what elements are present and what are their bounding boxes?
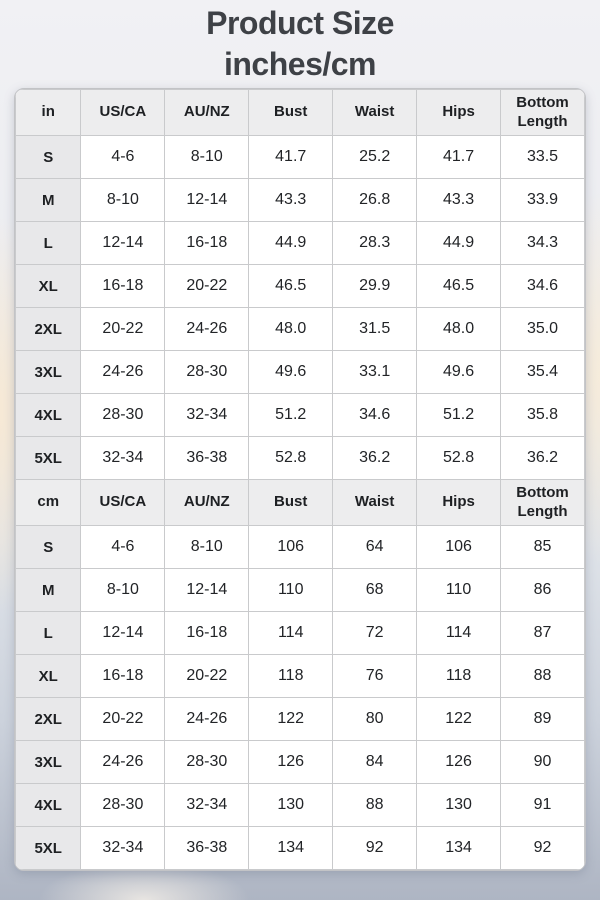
table-row <box>16 136 585 179</box>
size-label: M <box>16 569 81 612</box>
table-row <box>16 655 585 698</box>
cell-us-ca: 24-26 <box>81 351 165 394</box>
cell-au-nz: 8-10 <box>165 136 249 179</box>
cell-waist: 88 <box>333 784 417 827</box>
cell-bust: 48.0 <box>249 308 333 351</box>
cell-us-ca: 16-18 <box>81 265 165 308</box>
table-row <box>16 351 585 394</box>
table-row <box>16 827 585 870</box>
cell-au-nz: 24-26 <box>165 308 249 351</box>
cell-us-ca: 20-22 <box>81 698 165 741</box>
cell-bottom-length: 85 <box>501 526 585 569</box>
cell-waist: 34.6 <box>333 394 417 437</box>
cell-bottom-length: 36.2 <box>501 437 585 480</box>
cell-hips: 114 <box>417 612 501 655</box>
cell-bust: 49.6 <box>249 351 333 394</box>
cell-hips: 126 <box>417 741 501 784</box>
table-row <box>16 569 585 612</box>
cell-bottom-length: 92 <box>501 827 585 870</box>
table-row <box>16 179 585 222</box>
column-header-hips: Hips <box>417 90 501 136</box>
column-header-us-ca: US/CA <box>81 480 165 526</box>
cell-us-ca: 8-10 <box>81 179 165 222</box>
cell-us-ca: 8-10 <box>81 569 165 612</box>
cell-bottom-length: 34.3 <box>501 222 585 265</box>
cell-bust: 44.9 <box>249 222 333 265</box>
cell-us-ca: 12-14 <box>81 612 165 655</box>
cell-bust: 110 <box>249 569 333 612</box>
cell-hips: 44.9 <box>417 222 501 265</box>
table-row <box>16 698 585 741</box>
unit-header-row-cm <box>16 480 585 526</box>
cell-bottom-length: 87 <box>501 612 585 655</box>
cell-us-ca: 32-34 <box>81 827 165 870</box>
cell-au-nz: 36-38 <box>165 437 249 480</box>
size-label: 4XL <box>16 784 81 827</box>
cell-bottom-length: 33.5 <box>501 136 585 179</box>
cell-hips: 106 <box>417 526 501 569</box>
cell-bust: 46.5 <box>249 265 333 308</box>
cell-bust: 118 <box>249 655 333 698</box>
cell-hips: 43.3 <box>417 179 501 222</box>
cell-bottom-length: 88 <box>501 655 585 698</box>
cell-hips: 46.5 <box>417 265 501 308</box>
cell-us-ca: 24-26 <box>81 741 165 784</box>
column-header-us-ca: US/CA <box>81 90 165 136</box>
cell-au-nz: 28-30 <box>165 351 249 394</box>
cell-hips: 51.2 <box>417 394 501 437</box>
cell-hips: 52.8 <box>417 437 501 480</box>
cell-waist: 80 <box>333 698 417 741</box>
cell-hips: 130 <box>417 784 501 827</box>
cell-waist: 92 <box>333 827 417 870</box>
size-label: 3XL <box>16 741 81 784</box>
table-row <box>16 612 585 655</box>
page-title: Product Size <box>206 5 394 41</box>
column-header-bust: Bust <box>249 90 333 136</box>
size-table <box>15 89 585 870</box>
size-label: S <box>16 526 81 569</box>
cell-us-ca: 20-22 <box>81 308 165 351</box>
cell-bust: 41.7 <box>249 136 333 179</box>
table-row <box>16 784 585 827</box>
cell-us-ca: 4-6 <box>81 526 165 569</box>
cell-au-nz: 12-14 <box>165 179 249 222</box>
size-label: 2XL <box>16 698 81 741</box>
cell-au-nz: 12-14 <box>165 569 249 612</box>
table-row <box>16 526 585 569</box>
cell-bottom-length: 86 <box>501 569 585 612</box>
cell-au-nz: 16-18 <box>165 222 249 265</box>
size-label: XL <box>16 655 81 698</box>
cell-waist: 31.5 <box>333 308 417 351</box>
size-label: 5XL <box>16 437 81 480</box>
cell-bust: 106 <box>249 526 333 569</box>
title-block <box>0 3 600 84</box>
cell-hips: 41.7 <box>417 136 501 179</box>
cell-bust: 122 <box>249 698 333 741</box>
page-subtitle: inches/cm <box>223 45 376 82</box>
size-label: S <box>16 136 81 179</box>
cell-waist: 29.9 <box>333 265 417 308</box>
cell-bust: 130 <box>249 784 333 827</box>
cell-hips: 110 <box>417 569 501 612</box>
cell-au-nz: 32-34 <box>165 784 249 827</box>
cell-hips: 122 <box>417 698 501 741</box>
column-header-bottom-length: Bottom Length <box>501 90 585 136</box>
column-header-waist: Waist <box>333 480 417 526</box>
cell-waist: 25.2 <box>333 136 417 179</box>
column-header-au-nz: AU/NZ <box>165 90 249 136</box>
column-header-bust: Bust <box>249 480 333 526</box>
cell-au-nz: 24-26 <box>165 698 249 741</box>
cell-bottom-length: 90 <box>501 741 585 784</box>
table-row <box>16 222 585 265</box>
size-label: 3XL <box>16 351 81 394</box>
cell-bottom-length: 35.8 <box>501 394 585 437</box>
cell-bottom-length: 89 <box>501 698 585 741</box>
cell-us-ca: 12-14 <box>81 222 165 265</box>
cell-waist: 33.1 <box>333 351 417 394</box>
cell-au-nz: 28-30 <box>165 741 249 784</box>
size-label: XL <box>16 265 81 308</box>
unit-label-cm: cm <box>16 480 81 526</box>
cell-au-nz: 32-34 <box>165 394 249 437</box>
cell-bottom-length: 35.4 <box>501 351 585 394</box>
cell-bottom-length: 34.6 <box>501 265 585 308</box>
cell-waist: 84 <box>333 741 417 784</box>
cell-us-ca: 28-30 <box>81 784 165 827</box>
cell-au-nz: 8-10 <box>165 526 249 569</box>
cell-au-nz: 20-22 <box>165 265 249 308</box>
cell-au-nz: 16-18 <box>165 612 249 655</box>
column-header-au-nz: AU/NZ <box>165 480 249 526</box>
cell-waist: 68 <box>333 569 417 612</box>
cell-bust: 134 <box>249 827 333 870</box>
cell-au-nz: 36-38 <box>165 827 249 870</box>
size-label: 4XL <box>16 394 81 437</box>
cell-hips: 48.0 <box>417 308 501 351</box>
cell-bottom-length: 91 <box>501 784 585 827</box>
cell-bust: 51.2 <box>249 394 333 437</box>
cell-us-ca: 4-6 <box>81 136 165 179</box>
cell-us-ca: 16-18 <box>81 655 165 698</box>
cell-waist: 28.3 <box>333 222 417 265</box>
cell-waist: 76 <box>333 655 417 698</box>
size-label: L <box>16 222 81 265</box>
table-row <box>16 741 585 784</box>
cell-bust: 126 <box>249 741 333 784</box>
cell-waist: 36.2 <box>333 437 417 480</box>
cell-hips: 134 <box>417 827 501 870</box>
unit-label-in: in <box>16 90 81 136</box>
cell-bust: 114 <box>249 612 333 655</box>
column-header-hips: Hips <box>417 480 501 526</box>
table-row <box>16 308 585 351</box>
column-header-bottom-length: Bottom Length <box>501 480 585 526</box>
cell-waist: 26.8 <box>333 179 417 222</box>
size-label: M <box>16 179 81 222</box>
cell-au-nz: 20-22 <box>165 655 249 698</box>
table-row <box>16 265 585 308</box>
size-label: L <box>16 612 81 655</box>
cell-waist: 72 <box>333 612 417 655</box>
cell-bust: 43.3 <box>249 179 333 222</box>
unit-header-row-in <box>16 90 585 136</box>
size-label: 5XL <box>16 827 81 870</box>
cell-bust: 52.8 <box>249 437 333 480</box>
size-label: 2XL <box>16 308 81 351</box>
table-row <box>16 394 585 437</box>
cell-us-ca: 32-34 <box>81 437 165 480</box>
cell-hips: 118 <box>417 655 501 698</box>
cell-bottom-length: 33.9 <box>501 179 585 222</box>
cell-us-ca: 28-30 <box>81 394 165 437</box>
size-table-card <box>14 88 586 871</box>
cell-hips: 49.6 <box>417 351 501 394</box>
column-header-waist: Waist <box>333 90 417 136</box>
cell-waist: 64 <box>333 526 417 569</box>
cell-bottom-length: 35.0 <box>501 308 585 351</box>
table-row <box>16 437 585 480</box>
